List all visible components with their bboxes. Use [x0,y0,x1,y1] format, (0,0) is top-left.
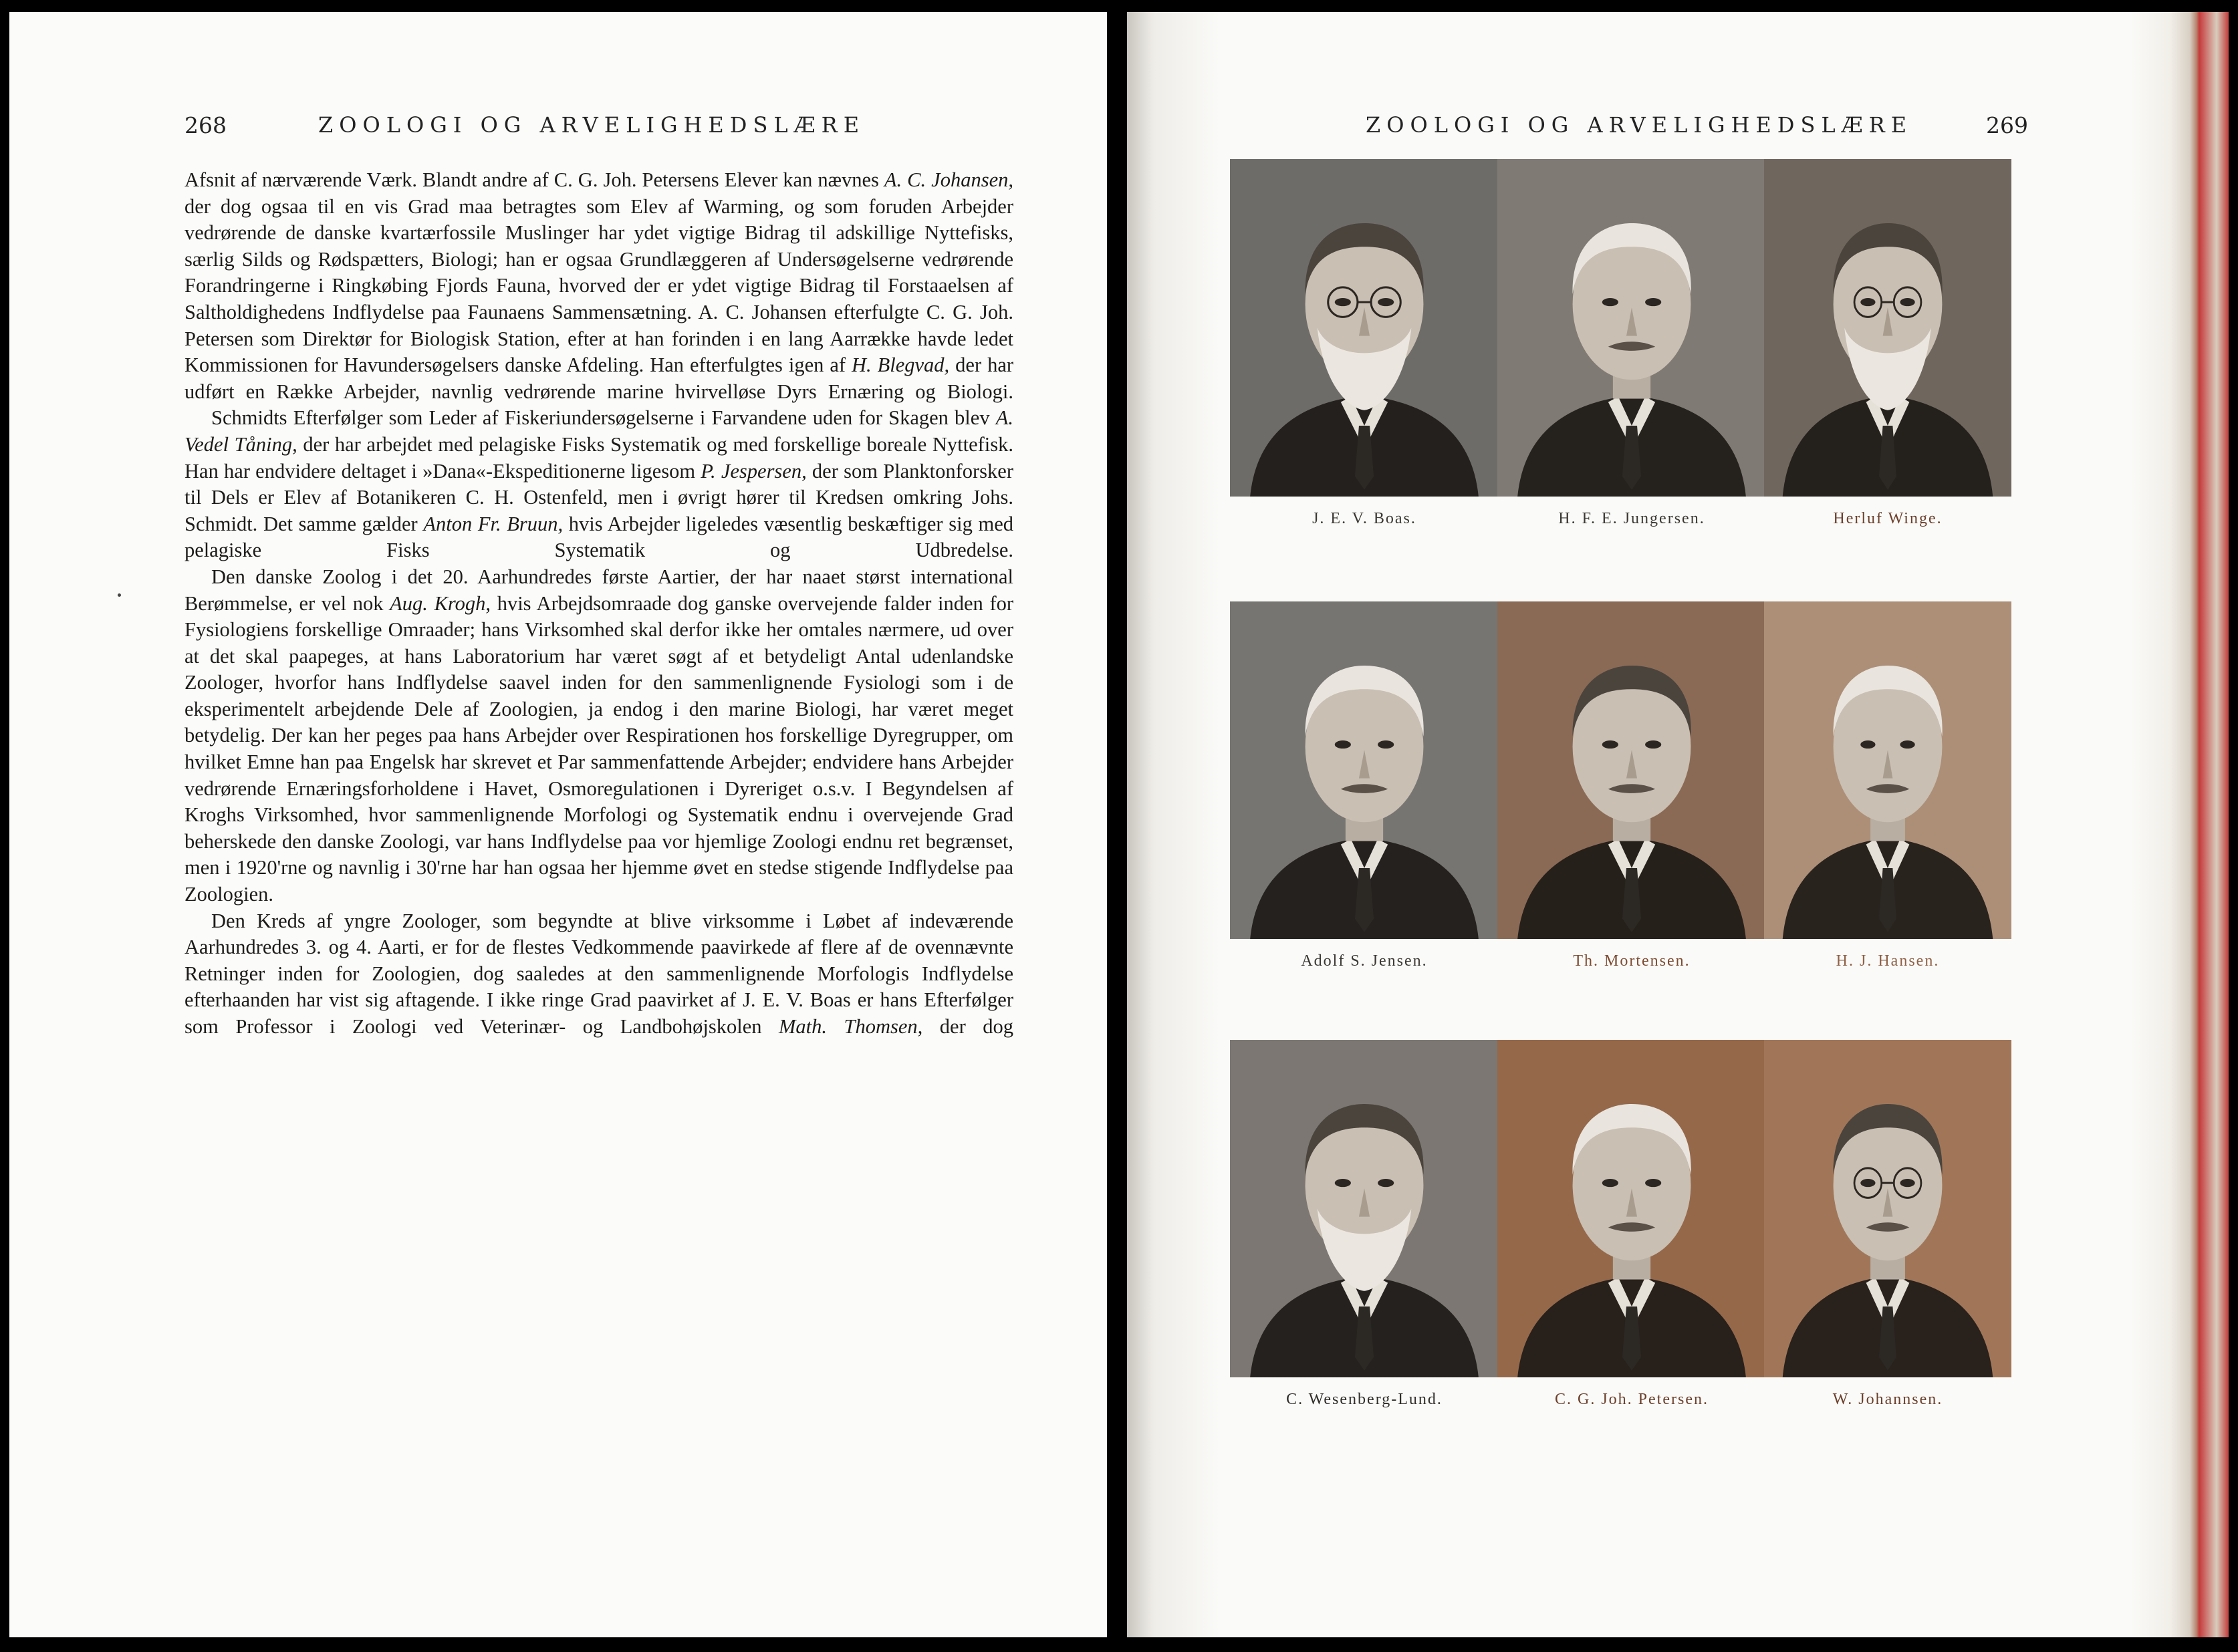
paragraph: Den Kreds af yngre Zoologer, som begyndte at blive virksomme i Løbet af indeværende Aarhundredes 3. og 4. Aarti, er for de flestes Vedkommende paavirkede af flere af de ovennævnte Retninger inden for Zoologien, dog saaledes at den sammenlignende Morfologis Indflydelse efterhaanden har vist sig aftagende. I ikke ringe Grad paavirket af J. E. V. Boas er hans Efterfølger som Professor i Zoologi ved Veterinær- og Landbohøjskolen Math. Thomsen, der dog [184,909,1013,1038]
running-head-left: ZOOLOGI OG ARVELIGHEDSLÆRE [318,112,866,138]
portrait-caption: C. G. Joh. Petersen. [1555,1391,1709,1408]
portrait-caption: H. F. E. Jungersen. [1558,510,1705,527]
portrait-photo [1764,601,2011,939]
portrait-caption: C. Wesenberg-Lund. [1286,1391,1443,1408]
portrait-photo [1497,159,1766,497]
portrait-row [1127,159,2229,527]
portrait-photo [1230,601,1499,939]
portrait-row [1127,1040,2229,1408]
paragraph: Schmidts Efterfølger som Leder af Fiskeriundersøgelserne i Farvandene uden for Skagen blev A. Vedel Tåning, der har arbejdet med pelagiske Fisks Systematik og med forskellige boreale Nyttefisk. Han har endvidere deltaget i »Dana«-Ekspeditionerne ligesom P. Jespersen, der som Planktonforsker til Dels er Elev af Botanikeren C. H. Ostenfeld, men i øvrigt hører til Kredsen omkring Johs. Schmidt. Det samme gælder Anton Fr. Bruun, hvis Arbejder ligeledes væsentlig beskæftiger sig med pelagiske Fisks Systematik og Udbredelse. [184,406,1013,562]
body-text [184,167,1013,1041]
portrait-photo [1497,601,1766,939]
page-number-left: 268 [184,112,227,138]
portrait-photo [1497,1040,1766,1377]
portrait-caption: W. Johannsen. [1832,1391,1943,1408]
portrait-photo [1230,159,1499,497]
paragraph: Afsnit af nærværende Værk. Blandt andre af C. G. Joh. Petersens Elever kan nævnes A. C. Johansen, der dog ogsaa til en vis Grad maa betragtes som Elev af Warming, og som foruden Arbejder vedrørende de danske kvartærfossile Muslinger har ydet vigtige Bidrag til adskillige Nyttefisks, særlig Silds og Rødspætters, Biologi; han er ogsaa Grundlæggeren af Undersøgelserne vedrørende Forandringerne i Ringkøbing Fjords Fauna, hvorved der er ydet vigtige Bidrag til Forstaaelsen af Saltholdighedens Indflydelse paa Faunaens Sammensætning. A. C. Johansen efterfulgte C. G. Joh. Petersen som Direktør for Biologisk Station, efter at han forinden i en lang Aarrække havde ledet Kommissionen for Havundersøgelsers danske Afdeling. Han efterfulgtes igen af H. Blegvad, der har udført en Række Arbejder, navnlig vedrørende marine hvirvelløse Dyrs Ernæring og Biologi. [184,168,1014,403]
portrait-photo [1764,1040,2011,1377]
page-number-right: 269 [1986,112,2028,138]
portrait-photo [1230,1040,1499,1377]
running-head-right: ZOOLOGI OG ARVELIGHEDSLÆRE [1366,112,1913,138]
left-page [9,12,1107,1637]
right-page [1127,12,2229,1637]
portrait-caption: Herluf Winge. [1833,510,1943,527]
portrait-row [1127,601,2229,970]
portrait-caption: Adolf S. Jensen. [1301,952,1428,970]
portrait-caption: Th. Mortensen. [1573,952,1691,970]
speck [118,593,121,597]
portrait-caption: H. J. Hansen. [1836,952,1940,970]
portrait-caption: J. E. V. Boas. [1312,510,1416,527]
portrait-photo [1764,159,2011,497]
paragraph: Den danske Zoolog i det 20. Aarhundredes første Aartier, der har naaet størst international Berømmelse, er vel nok Aug. Krogh, hvis Arbejdsomraade dog ganske overvejende falder inden for Fysiologiens forskellige Omraader; hans Virksomhed skal derfor ikke her omtales nærmere, ud over at det skal paapeges, at hans Laboratorium har været søgt af et betydeligt Antal udenlandske Zoologer, hvorfor hans Indflydelse saavel inden for den sammenlignende Fysiologi som i de eksperimentelt arbejdende Dele af Zoologien, ja endog i den marine Biologi, har været meget betydelig. Der kan her peges paa hans Arbejder over Respirationen hos forskellige Dyregrupper, om hvilket Emne han paa Engelsk har skrevet et Par sammenfattende Arbejder; endvidere hans Arbejder vedrørende Ernæringsforholdene i Havet, Osmoregulationen i Dyreriget o.s.v. I Begyndelsen af Kroghs Virksomhed, hvor sammenlignende Morfologi og Systematik endnu i overvejende Grad beherskede den danske Zoologi, var hans Indflydelse paa vor hjemlige Zoologi endnu ret begrænset, men i 1920'rne og navnlig i 30'rne har han ogsaa her hjemme øvet en stedse stigende Indflydelse paa Zoologien. [184,565,1014,906]
